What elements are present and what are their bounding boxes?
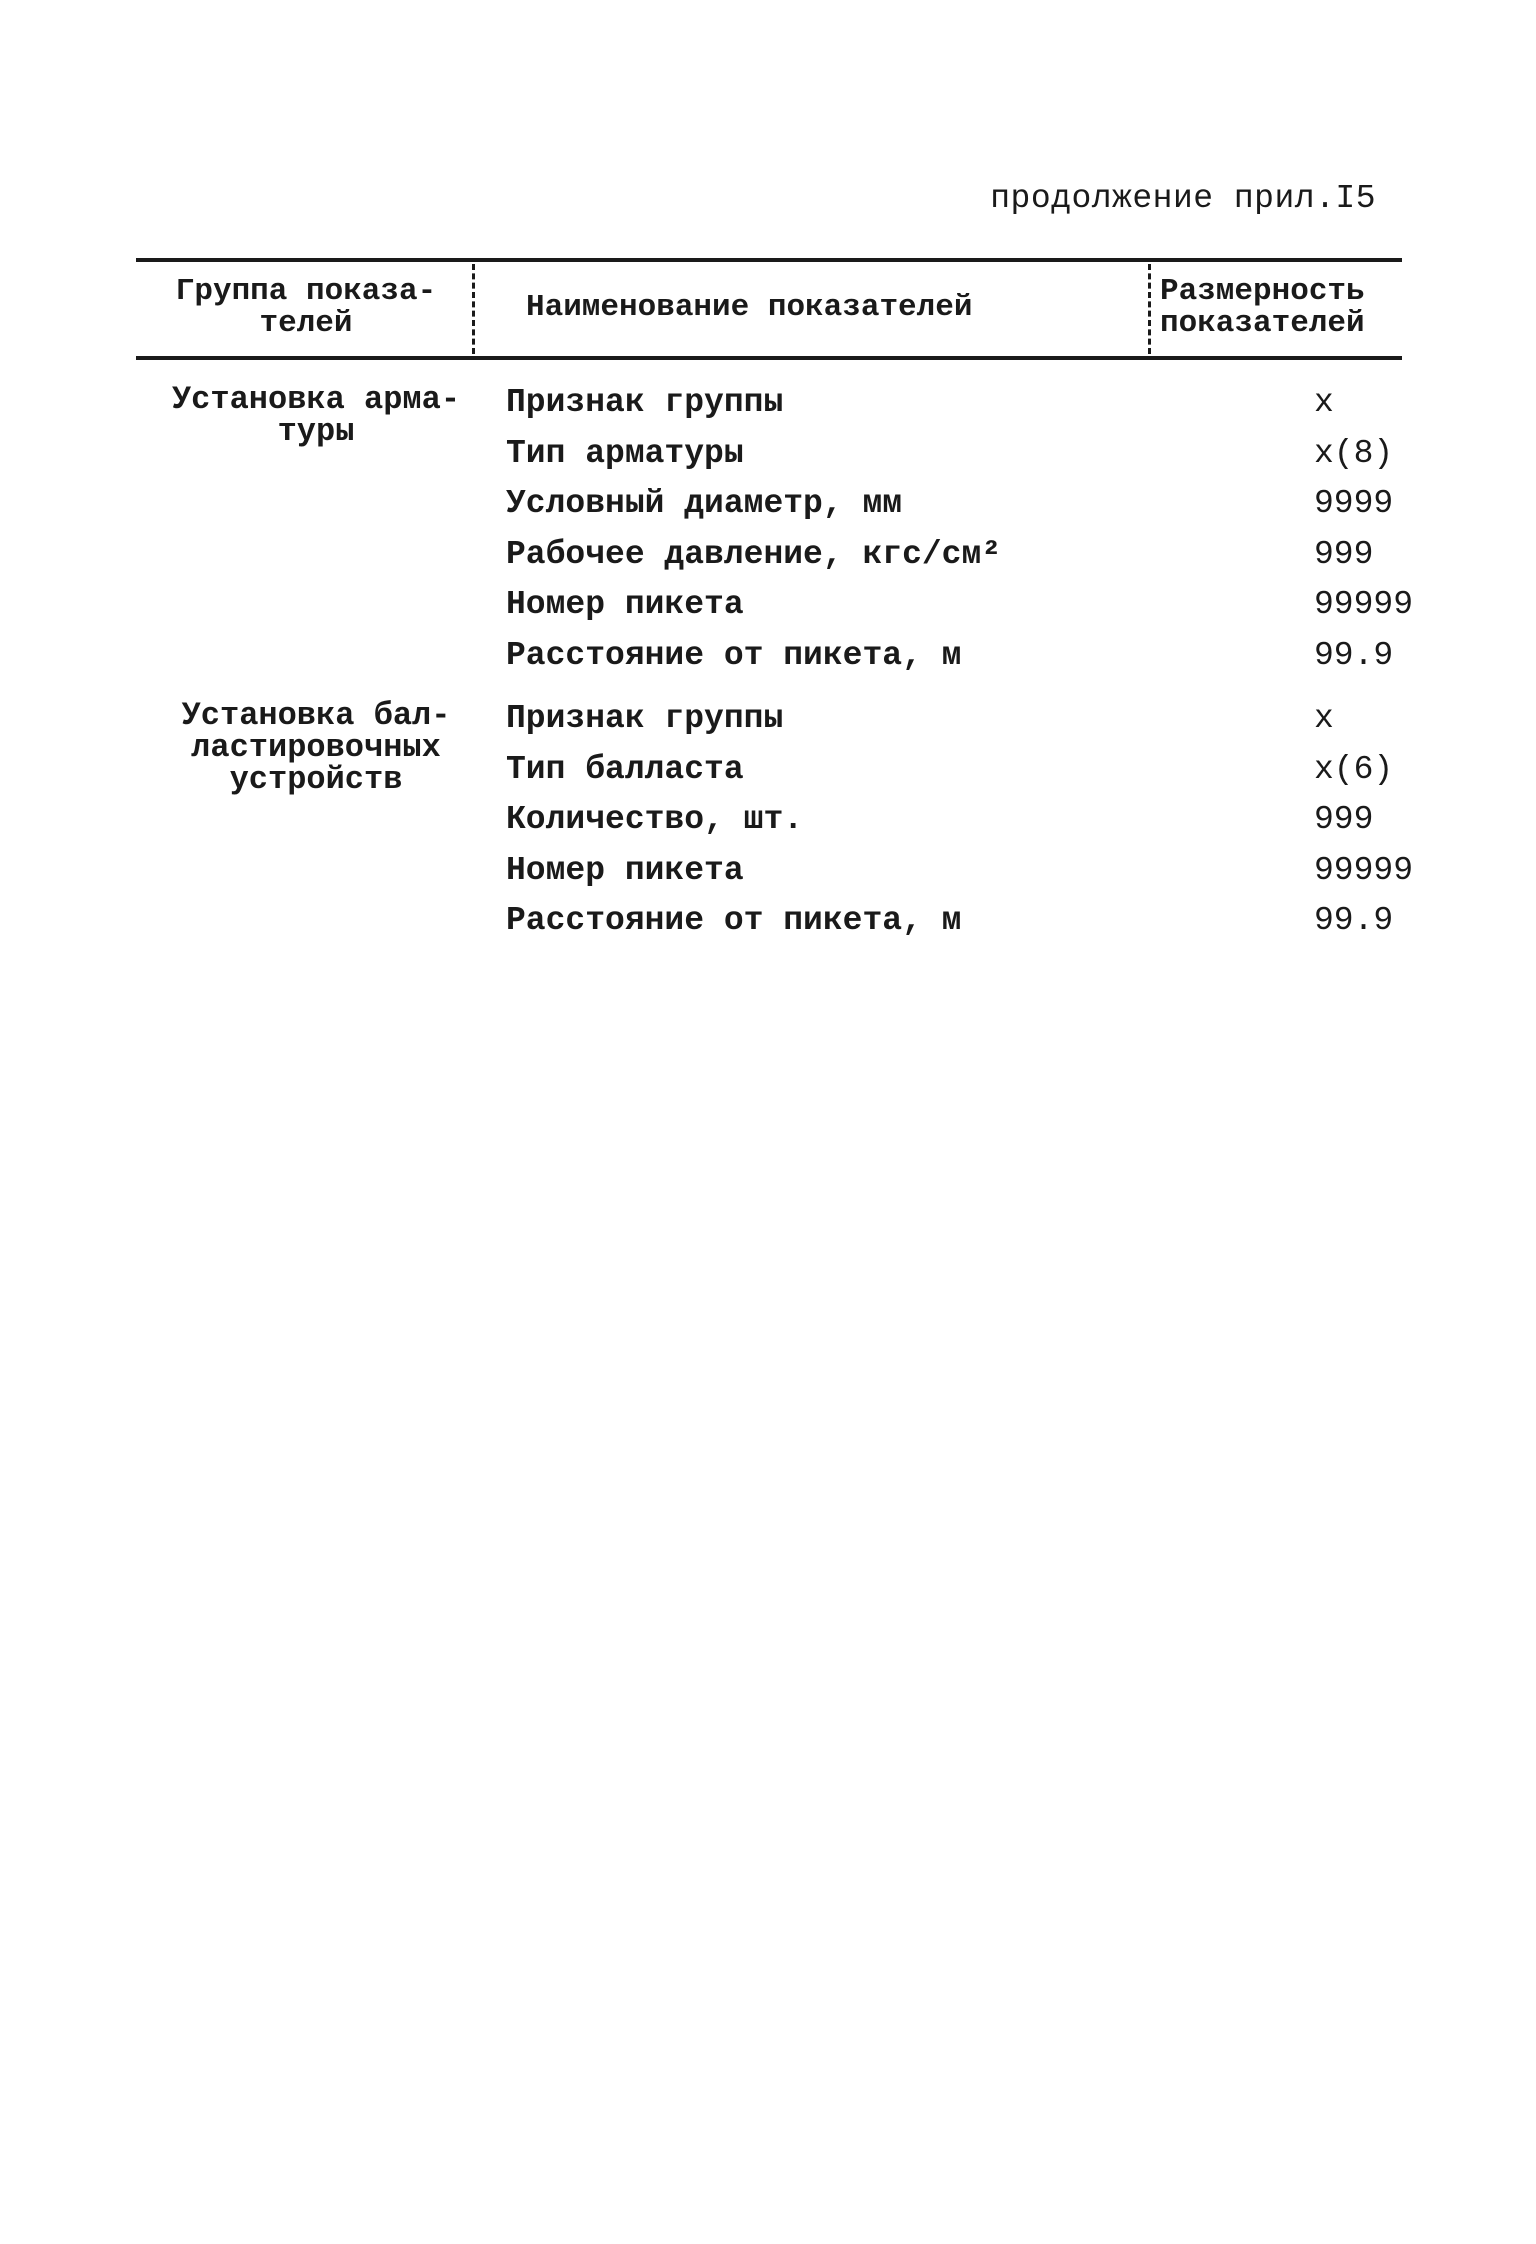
table-row — [506, 751, 1402, 802]
indicator-dimension: 99999 — [1314, 851, 1414, 889]
table-row — [506, 586, 1414, 637]
table-row — [506, 902, 1402, 953]
indicator-name: Тип арматуры — [506, 434, 744, 472]
group-rows — [506, 700, 1414, 953]
indicator-dimension: 9999 — [1314, 485, 1394, 522]
indicator-dimension: 999 — [1314, 535, 1374, 573]
group-title: Установка бал- ластировочных устройств — [181, 697, 451, 798]
indicator-dimension: x — [1314, 384, 1334, 421]
group-ballast — [136, 697, 1414, 960]
table-body — [136, 381, 1414, 960]
continuation-note: продолжение прил.I5 — [990, 180, 1376, 217]
indicator-name: Признак группы — [506, 700, 784, 737]
indicator-dimension: x(6) — [1314, 750, 1394, 788]
indicator-dimension: x(8) — [1314, 434, 1394, 472]
table-row — [506, 801, 1402, 852]
column-separator — [472, 264, 475, 354]
indicator-dimension: 99.9 — [1314, 902, 1394, 939]
header-name-column: Наименование показателей — [526, 290, 973, 325]
header-dimension-column: Размерность показателей — [1160, 274, 1365, 341]
indicator-dimension: 999 — [1314, 801, 1374, 838]
indicator-name: Расстояние от пикета, м — [506, 902, 962, 939]
table-row — [506, 700, 1402, 751]
indicator-name: Расстояние от пикета, м — [506, 636, 962, 674]
indicator-name: Тип балласта — [506, 750, 744, 788]
column-separator — [1148, 264, 1151, 354]
table-row — [506, 485, 1402, 536]
indicator-name: Номер пикета — [506, 586, 744, 623]
group-rows — [506, 384, 1414, 687]
indicator-dimension: x — [1314, 700, 1334, 737]
table-row — [506, 851, 1414, 903]
group-valves — [136, 381, 1414, 700]
table-top-rule — [136, 258, 1402, 262]
table-row — [506, 384, 1402, 435]
group-title: Установка арма- туры — [171, 381, 461, 450]
header-group-column: Группа показа- телей — [175, 274, 437, 341]
indicator-dimension: 99999 — [1314, 586, 1414, 623]
table-row — [506, 435, 1402, 486]
indicator-name: Количество, шт. — [506, 801, 804, 838]
indicator-name: Рабочее давление, кгс/см² — [506, 535, 1002, 573]
header-bottom-rule — [136, 356, 1402, 360]
indicator-dimension: 99.9 — [1314, 636, 1394, 674]
table-row — [506, 637, 1402, 688]
table-row — [506, 536, 1402, 587]
indicator-name: Номер пикета — [506, 851, 744, 889]
indicator-name: Признак группы — [506, 384, 784, 421]
indicator-name: Условный диаметр, мм — [506, 485, 903, 522]
